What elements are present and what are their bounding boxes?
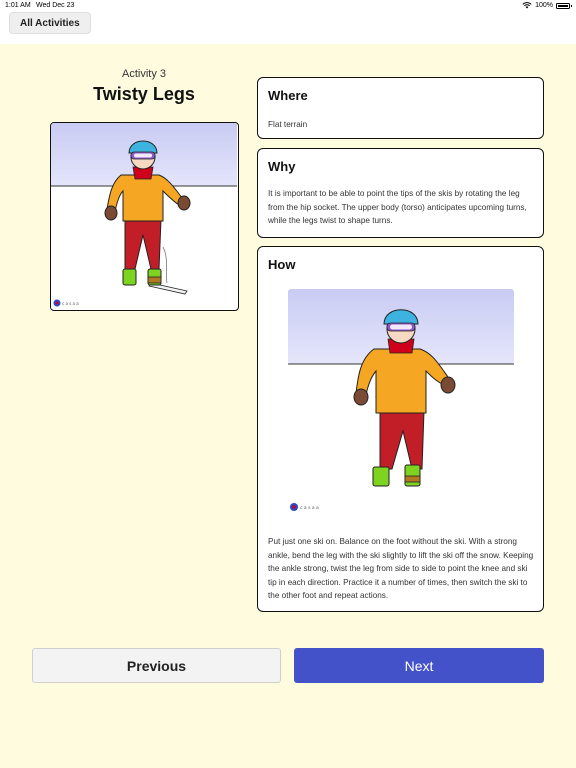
activity-title: Twisty Legs [93,84,195,104]
all-activities-button[interactable]: All Activities [9,12,91,34]
status-time: 1:01 AM [5,2,31,9]
why-card [257,148,544,238]
nav-bar [0,12,576,44]
skier-detail-illustration [288,289,514,515]
how-illustration [288,289,514,515]
svg-text:c a s a a: c a s a a [62,301,79,306]
why-heading: Why [268,159,296,174]
where-card [257,77,544,139]
how-heading: How [268,257,296,272]
previous-button[interactable]: Previous [32,648,281,683]
how-text: Put just one ski on. Balance on the foot without the ski. With a strong ankle, bend the leg with the ski slightly to lift the ski off the snow. Keeping the ankle strong, twist the leg from side to side to point the knee and ski tip in each direction. Practice it a number of times, then switch the ski to the other foot and repeat actions. [268,537,534,600]
how-card [257,246,544,612]
status-date: Wed Dec 23 [36,2,75,9]
svg-text:c a s a a: c a s a a [300,506,319,511]
next-button[interactable]: Next [294,648,544,683]
battery-icon [556,3,570,9]
wifi-icon [522,2,532,9]
skier-illustration [51,123,237,309]
activity-illustration [50,122,239,311]
activity-number: Activity 3 [121,68,166,80]
why-text: It is important to be able to point the tips of the skis by rotating the leg from the hip socket. The upper body (torso) anticipates upcoming turns, while the legs twist to shape turns. [268,189,527,225]
status-bar [0,0,576,12]
where-text: Flat terrain [268,120,308,129]
where-heading: Where [268,88,308,103]
status-right [522,2,570,9]
battery-percent: 100% [535,2,553,9]
